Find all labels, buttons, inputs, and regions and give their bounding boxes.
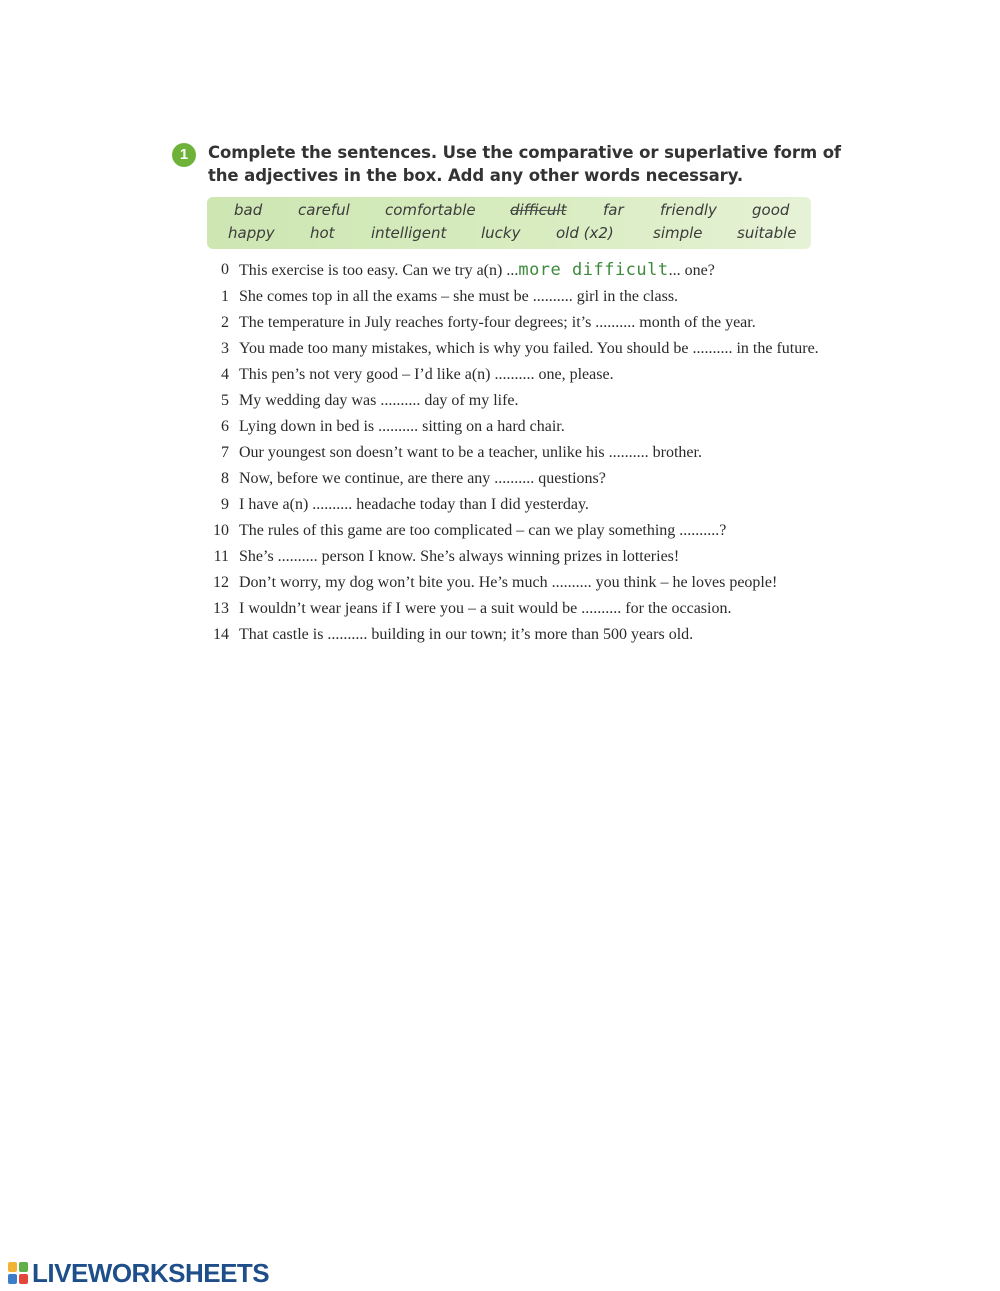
sentence-row	[196, 257, 916, 284]
sentence-number: 10	[213, 522, 229, 539]
sentence-row	[196, 336, 916, 362]
logo-square	[19, 1274, 28, 1284]
sentence-text-before: This exercise is too easy. Can we try a(n) ...	[239, 262, 519, 279]
sentence-text: She comes top in all the exams – she must be .......... girl in the class.	[239, 288, 679, 305]
word-happy: happy	[228, 224, 275, 242]
sentence-row	[196, 440, 916, 466]
sentence-number: 8	[221, 470, 229, 487]
word-careful: careful	[298, 201, 350, 219]
sentence-text: The rules of this game are too complicated – can we play something ..........?	[239, 522, 727, 539]
sentence-number: 4	[221, 366, 229, 383]
sentence-number: 12	[213, 574, 229, 591]
sentence-text: Don’t worry, my dog won’t bite you. He’s much .......... you think – he loves people!	[239, 574, 778, 591]
logo-square	[8, 1274, 17, 1284]
sentence-text: The temperature in July reaches forty-four degrees; it’s .......... month of the year.	[239, 314, 756, 331]
sentence-list	[196, 257, 916, 648]
sentence-row	[196, 492, 916, 518]
exercise-instruction: Complete the sentences. Use the comparative or superlative form of the adjectives in the box. Add any other words necessary.	[208, 143, 842, 185]
sentence-text: That castle is .......... building in our town; it’s more than 500 years old.	[239, 626, 694, 643]
sentence-row	[196, 284, 916, 310]
sentence-text: I have a(n) .......... headache today than I did yesterday.	[239, 496, 589, 513]
sentence-number: 2	[221, 314, 229, 331]
sentence-row	[196, 414, 916, 440]
sentence-row	[196, 622, 916, 648]
exercise-number-badge: 1	[172, 143, 196, 167]
sentence-text: She’s .......... person I know. She’s always winning prizes in lotteries!	[239, 548, 680, 565]
sentence-number: 11	[213, 548, 229, 565]
sentence-text	[239, 257, 911, 284]
sentence-text: I wouldn’t wear jeans if I were you – a suit would be .......... for the occasion.	[239, 600, 732, 617]
word-intelligent: intelligent	[371, 224, 447, 242]
sentence-number: 13	[213, 600, 229, 617]
adjective-word-box	[207, 197, 811, 249]
word-friendly: friendly	[660, 201, 717, 219]
sentence-row	[196, 388, 916, 414]
word-suitable: suitable	[737, 224, 797, 242]
sentence-row	[196, 544, 916, 570]
word-difficult: difficult	[510, 201, 567, 219]
logo-square	[19, 1262, 28, 1272]
sentence-text: Our youngest son doesn’t want to be a teacher, unlike his .......... brother.	[239, 444, 702, 461]
sentence-number: 5	[221, 392, 229, 409]
sentence-number: 3	[221, 340, 229, 357]
word-simple: simple	[653, 224, 703, 242]
liveworksheets-logo-icon	[8, 1262, 28, 1284]
logo-square	[8, 1262, 17, 1272]
word-far: far	[603, 201, 624, 219]
sentence-number: 1	[221, 288, 229, 305]
brand-name: LIVEWORKSHEETS	[32, 1257, 270, 1288]
sentence-number: 6	[221, 418, 229, 435]
word-lucky: lucky	[481, 224, 521, 242]
sentence-row	[196, 466, 916, 492]
sentence-number: 0	[221, 261, 229, 278]
sentence-number: 9	[221, 496, 229, 513]
sentence-row	[196, 362, 916, 388]
word-bad: bad	[234, 201, 263, 219]
sentence-text: You made too many mistakes, which is why you failed. You should be .......... in the future.	[239, 340, 819, 357]
word-old: old (x2)	[556, 224, 614, 242]
sentence-text: Lying down in bed is .......... sitting on a hard chair.	[239, 418, 565, 435]
sentence-text-after: ... one?	[668, 262, 715, 279]
sentence-number: 14	[213, 626, 229, 643]
sentence-row	[196, 310, 916, 336]
sentence-text: This pen’s not very good – I’d like a(n) .......... one, please.	[239, 366, 614, 383]
sentence-text: Now, before we continue, are there any .......... questions?	[239, 470, 606, 487]
answer-field[interactable]: more difficult	[518, 260, 669, 280]
sentence-row	[196, 518, 916, 544]
word-hot: hot	[310, 224, 335, 242]
sentence-row	[196, 570, 916, 596]
sentence-text: My wedding day was .......... day of my life.	[239, 392, 519, 409]
word-good: good	[752, 201, 790, 219]
sentence-number: 7	[221, 444, 229, 461]
liveworksheets-brand[interactable]	[8, 1258, 269, 1288]
sentence-row	[196, 596, 916, 622]
word-comfortable: comfortable	[385, 201, 476, 219]
